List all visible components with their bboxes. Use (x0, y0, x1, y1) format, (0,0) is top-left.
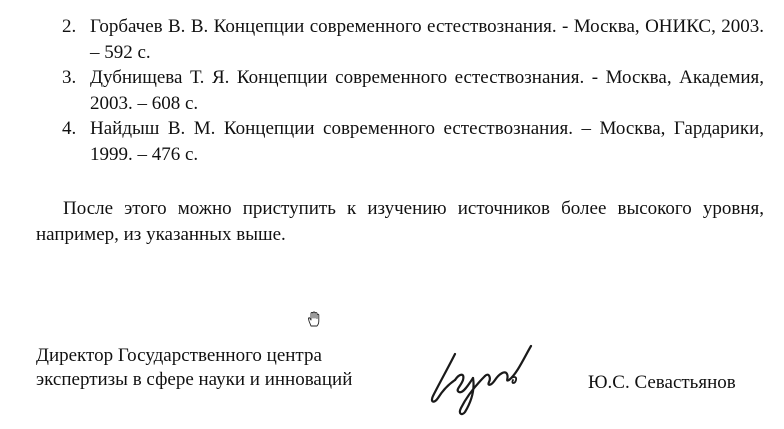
signer-title-line-1: Директор Государственного центра (36, 345, 322, 366)
handwritten-signature (425, 340, 540, 418)
list-item-text: Дубнищева Т. Я. Концепции современного естествознания. - Москва, Академия, 2003. – 608 с. (90, 67, 764, 114)
hand-cursor-icon (305, 310, 323, 328)
list-item-number: 3. (62, 67, 77, 88)
list-item (62, 14, 764, 65)
body-paragraph: После этого можно приступить к изучению источников более высокого уровня, например, из указанных выше. (36, 198, 764, 245)
signer-title-line-2: экспертизы в сфере науки и инноваций (36, 369, 353, 390)
list-item (62, 65, 764, 116)
list-item (62, 116, 764, 167)
list-item-text: Найдыш В. М. Концепции современного естествознания. – Москва, Гардарики, 1999. – 476 с. (90, 118, 764, 165)
signer-name: Ю.С. Севастьянов (588, 372, 736, 393)
list-item-number: 4. (62, 118, 77, 139)
list-item-text: Горбачев В. В. Концепции современного естествознания. - Москва, ОНИКС, 2003. – 592 с. (90, 16, 764, 63)
reference-list (62, 14, 764, 167)
signature-block (36, 344, 352, 392)
list-item-number: 2. (62, 16, 77, 37)
